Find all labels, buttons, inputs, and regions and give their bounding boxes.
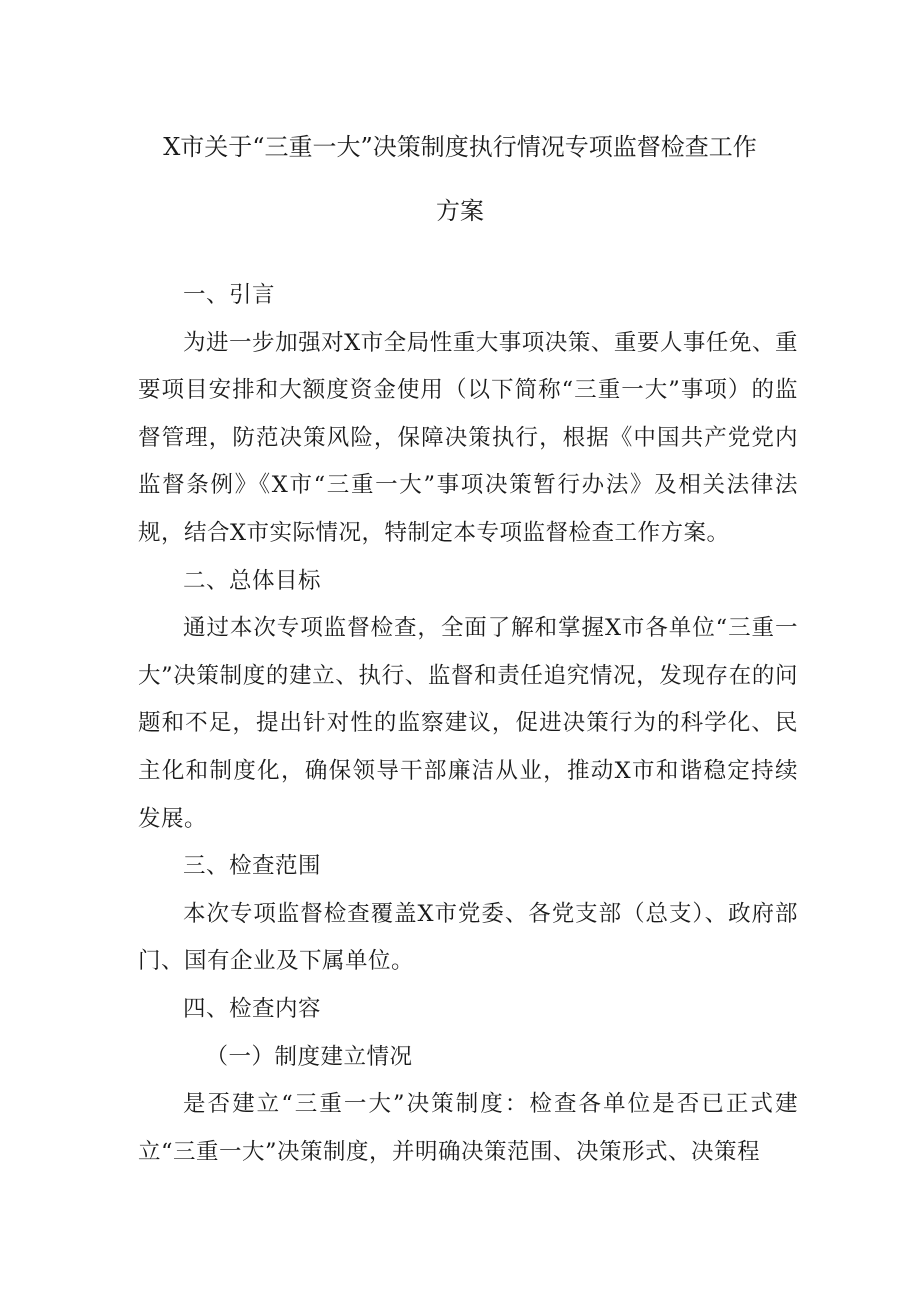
section-paragraph-overall-goal: 通过本次专项监督检查，全面了解和掌握X市各单位“三重一大”决策制度的建立、执行、监督和责任追究情况，发现存在的问题和不足，提出针对性的监察建议，促进决策行为的科学化、民主化和制度化，确保领导干部廉洁从业，推动X市和谐稳定持续发展。 — [138, 615, 798, 832]
document-body — [138, 272, 798, 1176]
section-paragraph-content: 是否建立“三重一大”决策制度：检查各单位是否已正式建立“三重一大”决策制度，并明确决策范围、决策形式、决策程 — [138, 1091, 798, 1165]
section-paragraph-scope: 本次专项监督检查覆盖X市党委、各党支部（总支）、政府部门、国有企业及下属单位。 — [138, 900, 798, 975]
section-paragraph-introduction: 为进一步加强对X市全局性重大事项决策、重要人事任免、重要项目安排和大额度资金使用（以下简称“三重一大”事项）的监督管理，防范决策风险，保障决策执行，根据《中国共产党党内监督条例》《X市“三重一大”事项决策暂行办法》及相关法律法规，结合X市实际情况，特制定本专项监督检查工作方案。 — [138, 329, 798, 546]
document-title-line1: X市关于“三重一大”决策制度执行情况专项监督检查工作 — [163, 133, 757, 161]
section-heading-introduction: 一、引言 — [183, 282, 276, 308]
section-heading-content: 四、检查内容 — [183, 995, 322, 1022]
section-heading-overall-goal: 二、总体目标 — [183, 567, 322, 594]
document-title-line2: 方案 — [436, 197, 484, 225]
section-subheading-system-establishment: （一）制度建立情况 — [205, 1043, 413, 1070]
section-heading-scope: 三、检查范围 — [183, 853, 322, 880]
